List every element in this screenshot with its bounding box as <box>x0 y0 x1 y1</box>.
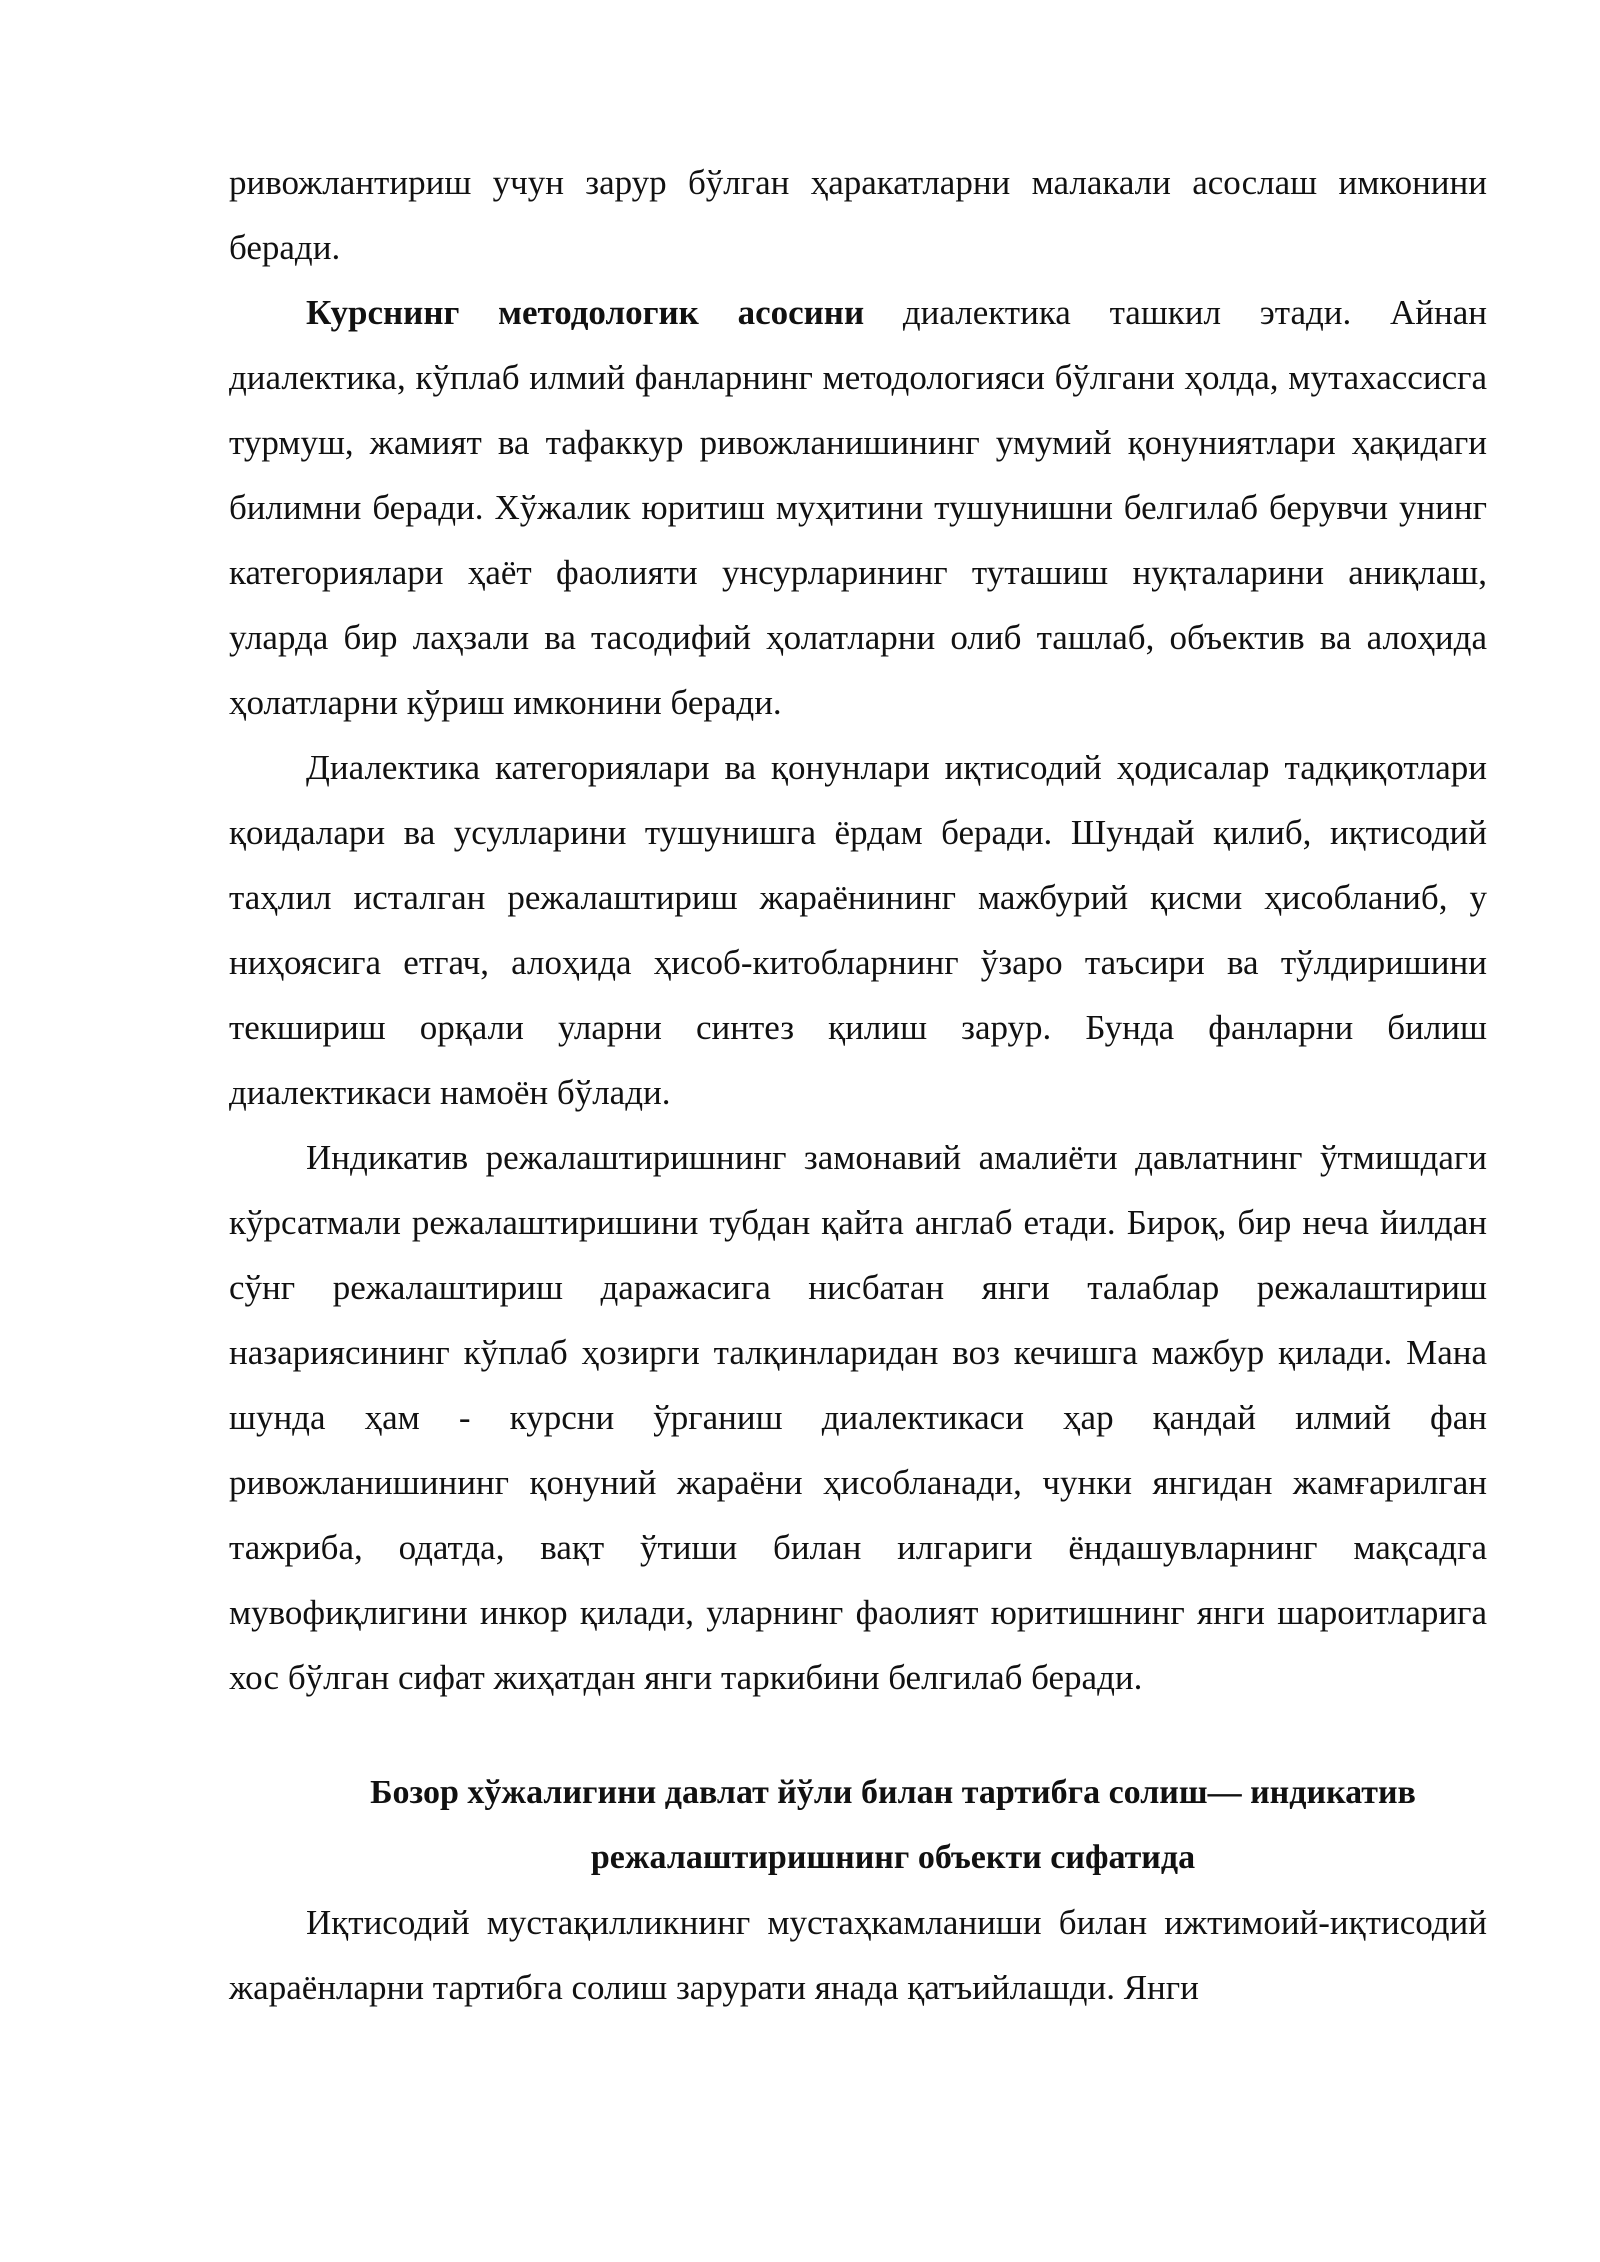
section-heading: Бозор хўжалигини давлат йўли билан тартибга солиш— индикатив режалаштиришнинг объекти сифатида <box>370 1774 1416 1876</box>
document-page <box>229 150 1487 2020</box>
bold-phrase: Курснинг методологик асосини <box>306 293 865 332</box>
paragraph-economic-independence: Иқтисодий мустақилликнинг мустаҳкамланиши билан ижтимоий-иқтисодий жараёнларни тартибга солиш зарурати янада қатъийлашди. Янги <box>229 1903 1487 2007</box>
paragraph-continuation: ривожлантириш учун зарур бўлган ҳаракатларни малакали асослаш имконини беради. <box>229 163 1487 267</box>
paragraph-methodology <box>229 280 1487 735</box>
paragraph-methodology-text: диалектика ташкил этади. Айнан диалектика, кўплаб илмий фанларнинг методологияси бўлгани ҳолда, мутахассисга турмуш, жамият ва тафаккур ривожланишининг умумий қонуниятлари ҳақидаги билимни беради. Хўжалик юритиш муҳитини тушунишни белгилаб берувчи унинг категориялари ҳаёт фаолияти унсурларининг туташиш нуқталарини аниқлаш, уларда бир лаҳзали ва тасодифий ҳолатларни олиб ташлаб, объектив ва алоҳида ҳолатларни кўриш имконини беради. <box>229 293 1488 722</box>
paragraph-dialectics: Диалектика категориялари ва қонунлари иқтисодий ҳодисалар тадқиқотлари қоидалари ва усулларини тушунишга ёрдам беради. Шундай қилиб, иқтисодий таҳлил исталган режалаштириш жараёнининг мажбурий қисми ҳисобланиб, у ниҳоясига етгач, алоҳида ҳисоб-китобларнинг ўзаро таъсири ва тўлдиришини текшириш орқали уларни синтез қилиш зарур. Бунда фанларни билиш диалектикаси намоён бўлади. <box>229 748 1487 1112</box>
paragraph-indicative-planning: Индикатив режалаштиришнинг замонавий амалиёти давлатнинг ўтмишдаги кўрсатмали режалаштиришини тубдан қайта англаб етади. Бироқ, бир неча йилдан сўнг режалаштириш даражасига нисбатан янги талаблар режалаштириш назариясининг кўплаб ҳозирги талқинларидан воз кечишга мажбур қилади. Мана шунда ҳам - курсни ўрганиш диалектикаси ҳар қандай илмий фан ривожланишининг қонуний жараёни ҳисобланади, чунки янгидан жамғарилган тажриба, одатда, вақт ўтиши билан илгариги ёндашувларнинг мақсадга мувофиқлигини инкор қилади, уларнинг фаолият юритишнинг янги шароитларига хос бўлган сифат жиҳатдан янги таркибини белгилаб беради. <box>229 1138 1487 1697</box>
